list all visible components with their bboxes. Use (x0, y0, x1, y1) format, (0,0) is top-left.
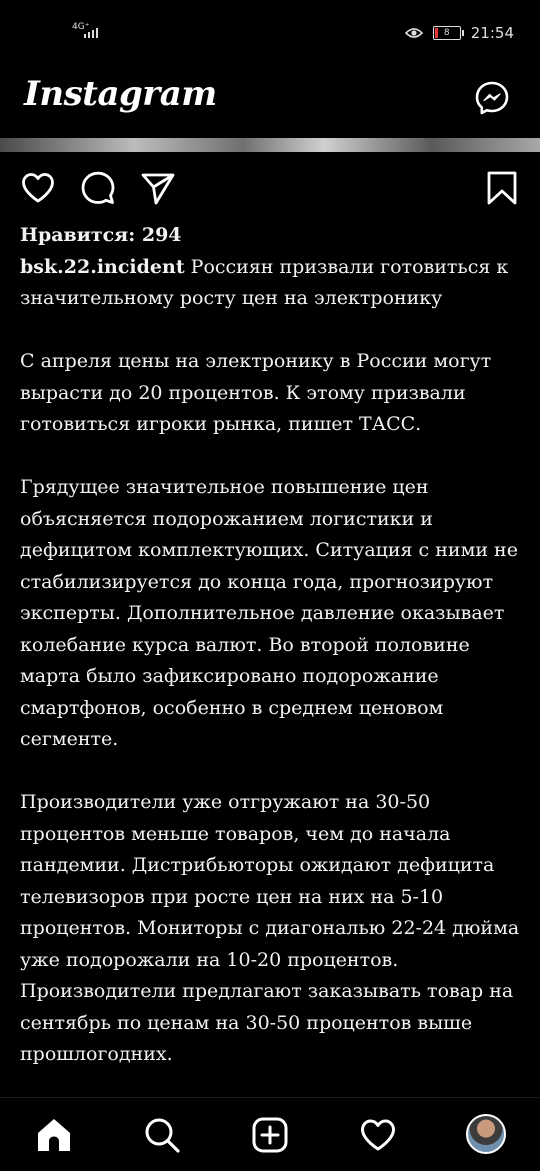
caption-headline: Россиян призвали готовиться к значительному росту цен на электронику (20, 255, 509, 309)
signal-bars-icon (84, 28, 98, 38)
send-icon[interactable] (140, 170, 176, 206)
add-post-icon[interactable] (251, 1116, 289, 1154)
battery-icon: 8 (433, 26, 461, 40)
network-type: 4G⁺ (72, 22, 90, 32)
post-caption (20, 252, 520, 315)
post-content (20, 220, 520, 1071)
avatar[interactable] (466, 1114, 506, 1154)
clock: 21:54 (470, 24, 514, 42)
top-app-bar (0, 68, 540, 138)
caption-paragraph-2: Грядущее значительное повышение цен объясняется подорожанием логистики и дефицитом комплектующих. Ситуация с ними не стабилизируется до конца года, прогнозируют эксперты. Дополнительное давление оказывает колебание курса валют. Во второй половине марта было зафиксировано подорожание смартфонов, особенно в среднем ценовом сегменте. (20, 476, 518, 750)
signal-indicator (72, 22, 89, 32)
home-icon[interactable] (35, 1116, 73, 1154)
caption-paragraph-1: С апреля цены на электронику в России могут вырасти до 20 процентов. К этому призвали готовиться игроки рынка, пишет ТАСС. (20, 350, 492, 435)
status-right (405, 24, 514, 42)
search-icon[interactable] (143, 1116, 181, 1154)
activity-heart-icon[interactable] (359, 1116, 397, 1154)
messenger-icon[interactable] (474, 80, 510, 116)
post-image[interactable] (0, 138, 540, 152)
eye-icon (405, 27, 423, 39)
post-username[interactable]: bsk.22.incident (20, 255, 185, 278)
heart-icon[interactable] (20, 170, 56, 206)
status-bar (0, 0, 540, 68)
caption-paragraph-3: Производители уже отгружают на 30-50 процентов меньше товаров, чем до начала пандемии. Дистрибьюторы ожидают дефицита телевизоров при росте цен на них на 5-10 процентов. Мониторы с диагональю 22-24 дюйма уже подорожали на 10-20 процентов. Производители предлагают заказывать товар на сентябрь по ценам на 30-50 процентов выше прошлогодних. (20, 791, 520, 1065)
comment-icon[interactable] (80, 170, 116, 206)
instagram-logo[interactable]: Instagram (24, 74, 217, 114)
post-actions (0, 152, 540, 222)
bottom-navigation (0, 1097, 540, 1171)
likes-count[interactable]: Нравится: 294 (20, 224, 182, 246)
bookmark-icon[interactable] (484, 170, 520, 206)
